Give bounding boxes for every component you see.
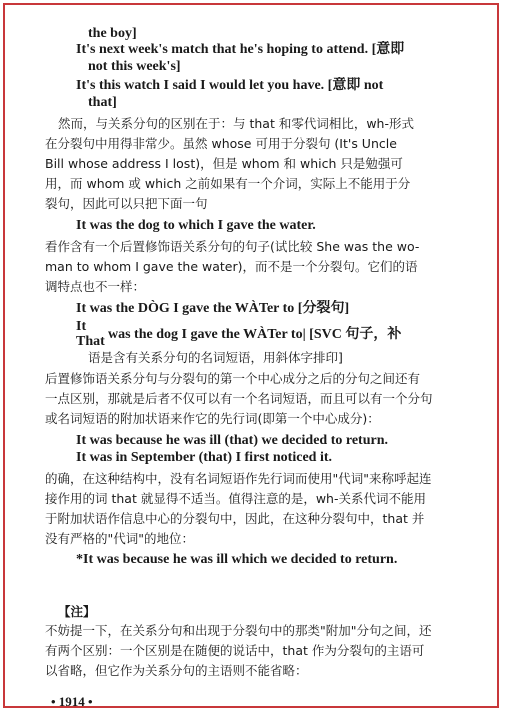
text-line: 调特点也不一样： bbox=[45, 279, 146, 294]
text-line: was the dog I gave the WÀTer to| [SVC 句子，补 bbox=[108, 327, 402, 342]
text-line: 于附加状语作信息中心的分裂句中，因此，在这种分裂句中，that 并 bbox=[45, 511, 425, 526]
document-page bbox=[5, 5, 497, 706]
page-frame bbox=[3, 3, 499, 708]
text-line: 不妨提一下，在关系分句和出现于分裂句中的那类"附加"分句之间，还 bbox=[45, 623, 432, 638]
text-line: It was the dog to which I gave the water. bbox=[76, 218, 316, 233]
text-line: 然而，与关系分句的区别在于：与 that 和零代词相比，wh-形式 bbox=[58, 116, 414, 131]
text-line: It was the DÒG I gave the WÀTer to [分裂句] bbox=[76, 301, 350, 316]
text-line: It's next week's match that he's hoping to attend. [意即 bbox=[76, 42, 405, 57]
text-line: It was because he was ill (that) we decided to return. bbox=[76, 433, 388, 448]
text-line: 在分裂句中用得非常少。虽然 whose 可用于分裂句 (It's Uncle bbox=[45, 136, 397, 151]
text-line: 或名词短语的附加状语来作它的先行词(即第一个中心成分)： bbox=[45, 411, 380, 426]
text-line: 裂句，因此可以只把下面一句 bbox=[45, 196, 208, 211]
text-line: 后置修饰语关系分句与分裂句的第一个中心成分之后的分句之间还有 bbox=[45, 371, 421, 386]
text-line: It was in September (that) I first noticed it. bbox=[76, 450, 332, 465]
text-line: Bill whose address I lost)，但是 whom 和 which 只是勉强可 bbox=[45, 156, 403, 171]
page-number: • 1914 • bbox=[51, 694, 93, 708]
text-line: It's this watch I said I would let you have. [意即 not bbox=[76, 78, 384, 93]
text-line: not this week's] bbox=[88, 59, 181, 74]
text-line: It bbox=[76, 319, 87, 334]
text-line: man to whom I gave the water)，而不是一个分裂句。它们的语 bbox=[45, 259, 418, 274]
text-line: 接作用的词 that 就显得不适当。值得注意的是，wh-关系代词不能用 bbox=[45, 491, 426, 506]
text-line: 一点区别，那就是后者不仅可以有一个名词短语，而且可以有一个分句 bbox=[45, 391, 433, 406]
text-line: 用，而 whom 或 which 之前如果有一个介词，实际上不能用于分 bbox=[45, 176, 411, 191]
text-line: that] bbox=[88, 95, 117, 110]
text-line: 以省略，但它作为关系分句的主语则不能省略： bbox=[45, 663, 308, 678]
text-line: That bbox=[76, 334, 105, 349]
text-line: 没有严格的"代词"的地位： bbox=[45, 531, 194, 546]
note-heading: 【注】 bbox=[58, 604, 96, 619]
text-line: 语是含有关系分句的名词短语，用斜体字排印] bbox=[88, 350, 343, 365]
text-line: 看作含有一个后置修饰语关系分句的句子(试比较 She was the wo- bbox=[45, 239, 420, 254]
text-line: the boy] bbox=[88, 26, 137, 41]
text-line: *It was because he was ill which we decided to return. bbox=[76, 552, 398, 567]
text-line: 有两个区别：一个区别是在随便的说话中，that 作为分裂句的主语可 bbox=[45, 643, 425, 658]
text-line: 的确，在这种结构中，没有名词短语作先行词而使用"代词"来称呼起连 bbox=[45, 471, 432, 486]
